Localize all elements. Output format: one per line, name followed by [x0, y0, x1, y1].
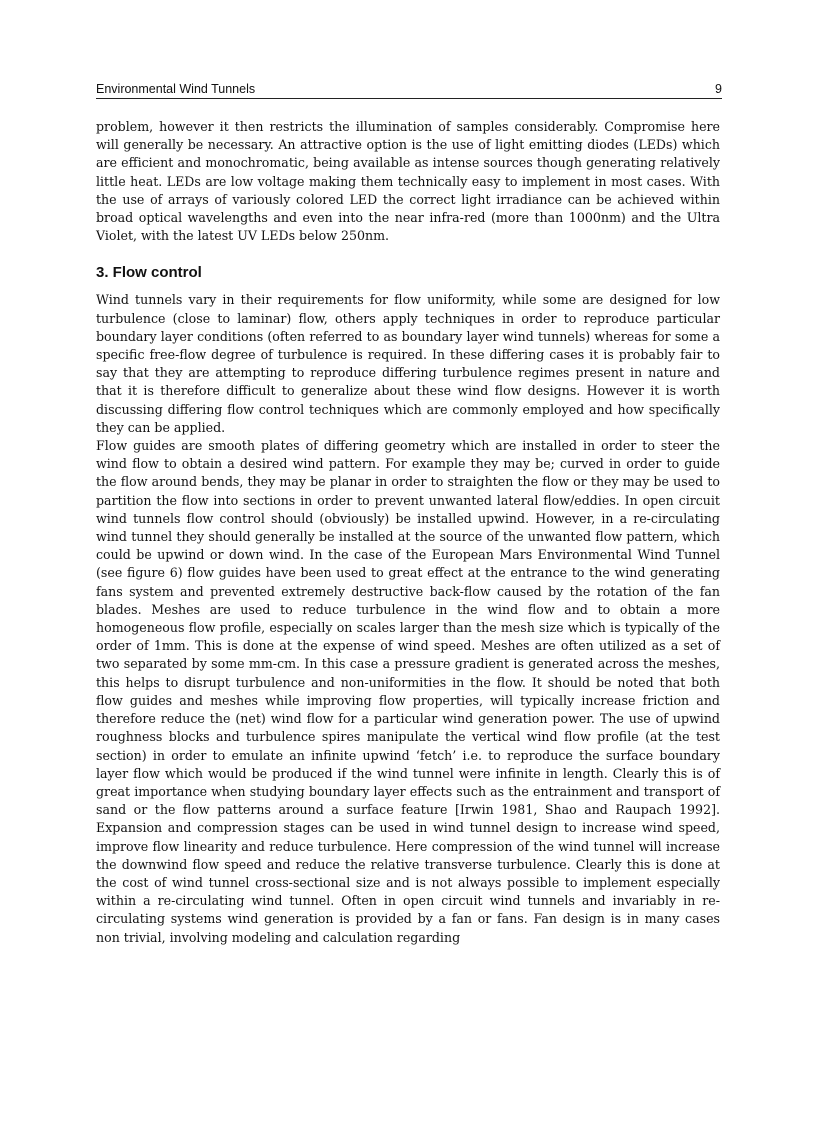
body-text [96, 118, 720, 947]
section-heading: 3. Flow control [96, 264, 202, 282]
paragraph: Wind tunnels vary in their requirements for flow uniformity, while some are designed for low turbulence (close to laminar) flow, others apply techniques in order to reproduce particular boundary layer conditions (often referred to as boundary layer wind tunnels) whereas for some a specific free-flow degree of turbulence is required. In these differing cases it is probably fair to say that they are attempting to reproduce differing turbulence regimes present in nature and that it is therefore difficult to generalize about these wind flow designs. However it is worth discussing differing flow control techniques which are commonly employed and how specifically they can be applied. [96, 292, 720, 435]
paragraph: problem, however it then restricts the illumination of samples considerably. Compromise here will generally be necessary. An attractive option is the use of light emitting diodes (LEDs) which are efficient and monochromatic, being available as intense sources though generating relatively little heat. LEDs are low voltage making them technically easy to implement in most cases. With the use of arrays of variously colored LED the correct light irradiance can be achieved within broad optical wavelengths and even into the near infra-red (more than 1000nm) and the Ultra Violet, with the latest UV LEDs below 250nm. [96, 119, 720, 244]
running-header [96, 82, 722, 98]
running-title: Environmental Wind Tunnels [96, 82, 256, 96]
paragraph: Flow guides are smooth plates of differing geometry which are installed in order to steer the wind flow to obtain a desired wind pattern. For example they may be; curved in order to guide the flow around bends, they may be planar in order to straighten the flow or they may be used to partition the flow into sections in order to prevent unwanted lateral flow/eddies. In open circuit wind tunnels flow control should (obviously) be installed upwind. However, in a re-circulating wind tunnel they should generally be installed at the source of the unwanted flow pattern, which could be upwind or down wind. In the case of the European Mars Environmental Wind Tunnel (see figure 6) flow guides have been used to great effect at the entrance to the wind generating fans system and prevented extremely destructive back-flow caused by the rotation of the fan blades. Meshes are used to reduce turbulence in the wind flow and to obtain a more homogeneous flow profile, especially on scales larger than the mesh size which is typically of the order of 1mm. This is done at the expense of wind speed. Meshes are often utilized as a set of two separated by some mm-cm. In this case a pressure gradient is generated across the meshes, this helps to disrupt turbulence and non-uniformities in the flow. It should be noted that both flow guides and meshes while improving flow properties, will typically increase friction and therefore reduce the (net) wind flow for a particular wind generation power. The use of upwind roughness blocks and turbulence spires manipulate the vertical wind flow profile (at the test section) in order to emulate an infinite upwind ‘fetch’ i.e. to reproduce the surface boundary layer flow which would be produced if the wind tunnel were infinite in length. Clearly this is of great importance when studying boundary layer effects such as the entrainment and transport of sand or the flow patterns around a surface feature [Irwin 1981, Shao and Raupach 1992]. Expansion and compression stages can be used in wind tunnel design to increase wind speed, improve flow linearity and reduce turbulence. Here compression of the wind tunnel will increase the downwind flow speed and reduce the relative transverse turbulence. Clearly this is done at the cost of wind tunnel cross-sectional size and is not always possible to implement especially within a re-circulating wind tunnel. Often in open circuit wind tunnels and invariably in re-circulating systems wind generation is provided by a fan or fans. Fan design is in many cases non trivial, involving modeling and calculation regarding [96, 438, 720, 945]
page-number: 9 [715, 82, 722, 96]
header-rule [96, 98, 722, 99]
